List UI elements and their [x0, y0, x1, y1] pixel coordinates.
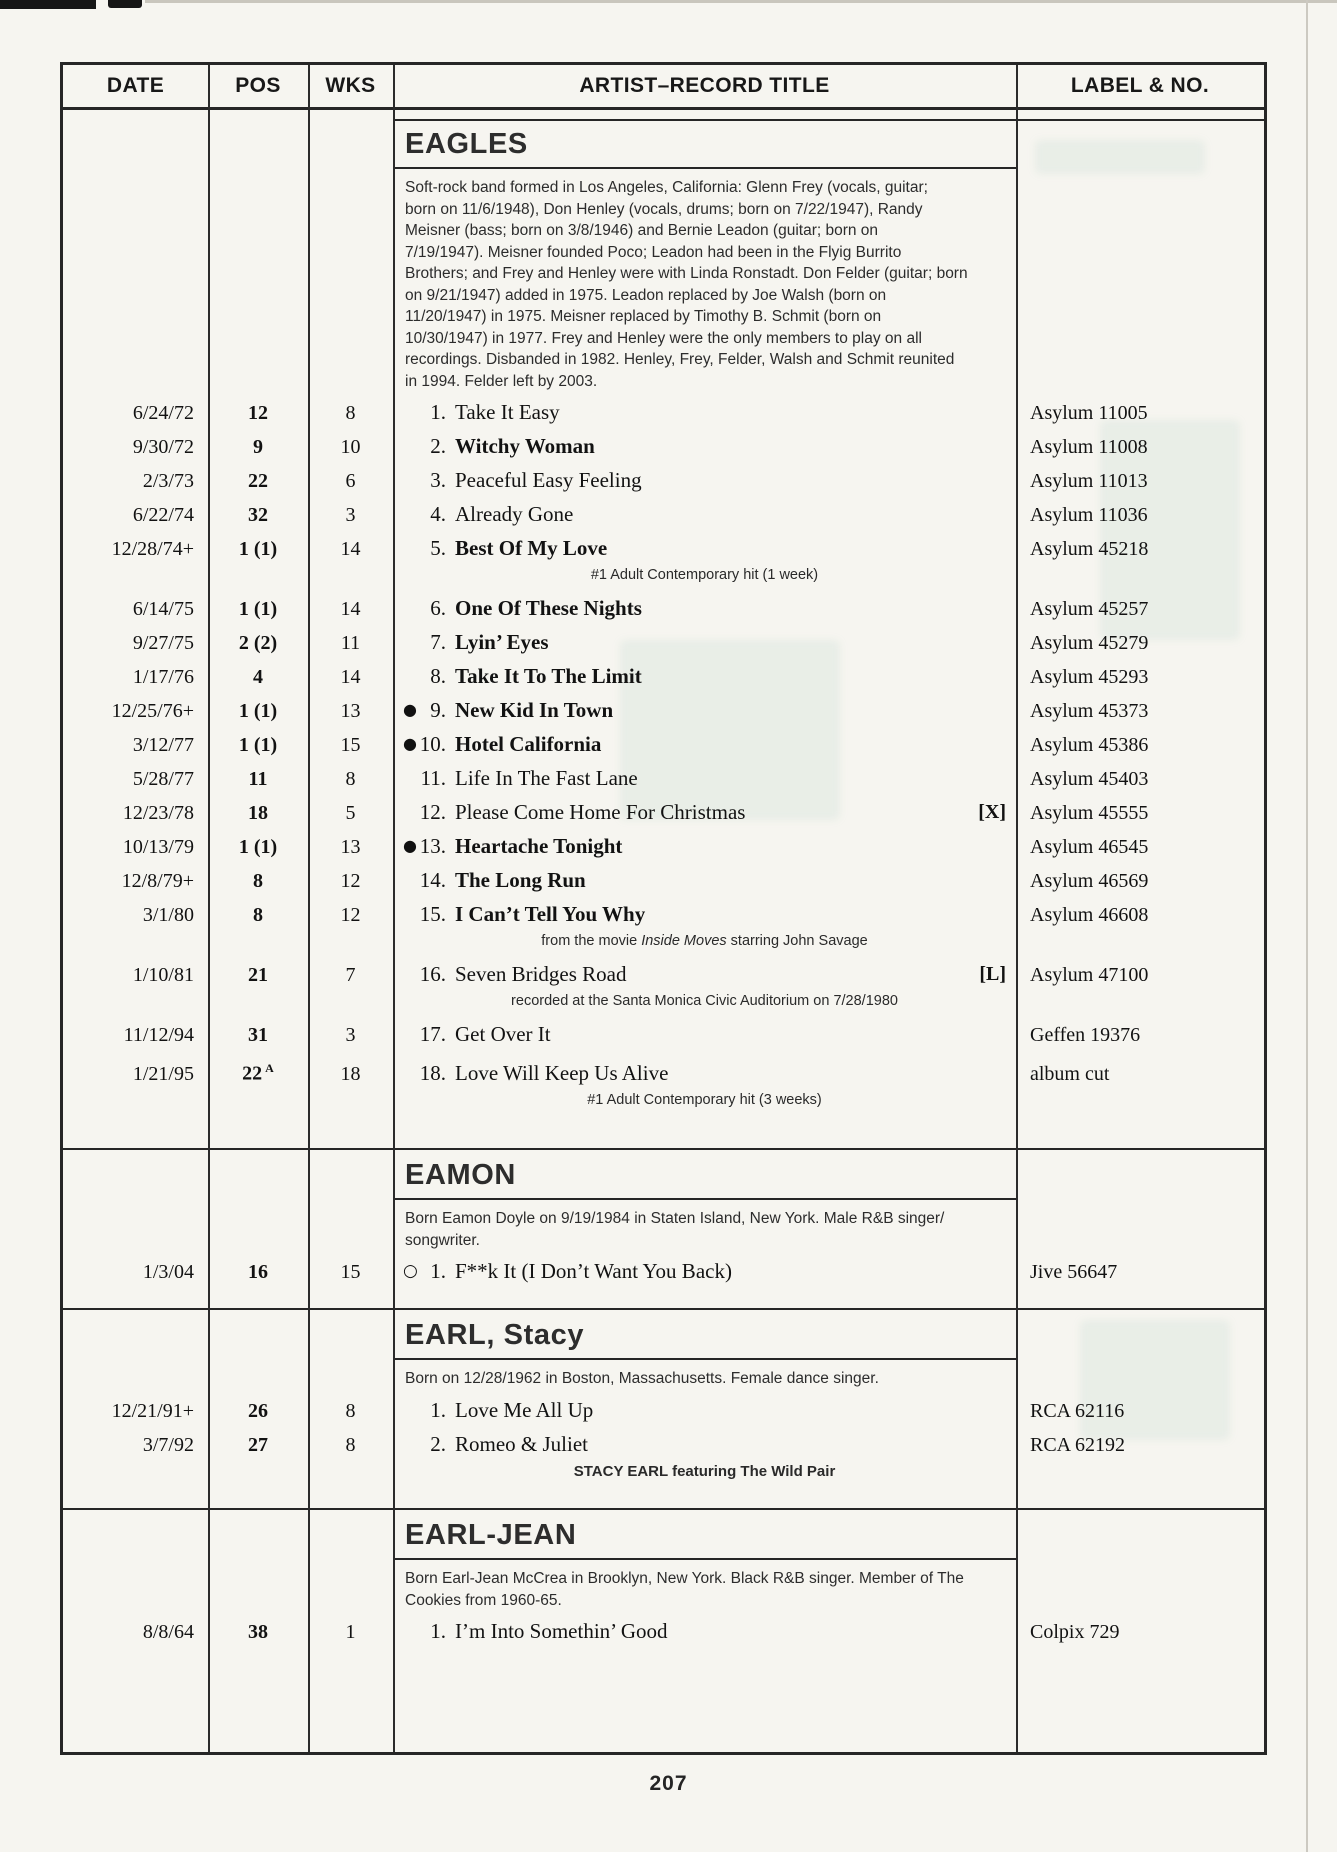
- peak-position-cell: [208, 700, 308, 723]
- peak-position: 22: [242, 1062, 263, 1085]
- table-body: [63, 110, 1264, 1752]
- label-number-cell: Asylum 11005: [1030, 402, 1148, 424]
- title-area: [393, 1399, 1016, 1422]
- chart-entry-row: [63, 1433, 1264, 1457]
- artist-bio: [405, 1360, 1009, 1399]
- debut-date-cell: 9/30/72: [132, 436, 194, 458]
- track-title: New Kid In Town: [455, 698, 614, 722]
- style-marker: [X]: [978, 801, 1006, 823]
- weeks-charted-cell: 6: [345, 470, 356, 492]
- weeks-charted-cell: 15: [340, 734, 361, 756]
- artist-section: [63, 1508, 1264, 1758]
- title-area: [393, 665, 1016, 688]
- peak-position: 4: [253, 666, 263, 688]
- weeks-charted-cell: 15: [340, 1261, 361, 1283]
- bio-line: Meisner (bass; born on 3/8/1946) and Bernie Leadon (guitar; born on: [405, 222, 879, 239]
- weeks-charted-cell: 3: [345, 1024, 356, 1046]
- track-title: Seven Bridges Road: [455, 962, 627, 986]
- peak-position-cell: [208, 1400, 308, 1423]
- peak-position-cell: [208, 666, 308, 689]
- peak-position-cell: [208, 904, 308, 927]
- track-title: Take It Easy: [455, 400, 560, 424]
- track-title: Already Gone: [455, 502, 574, 526]
- weeks-charted-cell: 13: [340, 700, 361, 722]
- chart-entry-row: [63, 597, 1264, 621]
- section-top-rule: [393, 119, 1264, 121]
- weeks-charted-cell: 13: [340, 836, 361, 858]
- track-note: #1 Adult Contemporary hit (3 weeks): [587, 1091, 822, 1108]
- track-title: Witchy Woman: [455, 434, 595, 458]
- debut-date-cell: 6/14/75: [132, 598, 194, 620]
- peak-position-cell: [208, 1434, 308, 1457]
- artist-bio: [405, 1200, 1009, 1260]
- peak-position-cell: [208, 836, 308, 859]
- track-note: #1 Adult Contemporary hit (1 week): [590, 567, 819, 583]
- debut-date-cell: 3/1/80: [142, 904, 194, 926]
- title-area: [393, 537, 1016, 560]
- label-number-cell: Asylum 46569: [1030, 870, 1149, 892]
- note-part: Inside Moves: [641, 933, 727, 949]
- debut-date-cell: 11/12/94: [123, 1024, 194, 1046]
- track-title: I Can’t Tell You Why: [455, 902, 646, 926]
- title-area: [393, 801, 1016, 824]
- column-divider: [1016, 65, 1018, 1752]
- debut-date-cell: 6/24/72: [132, 402, 194, 424]
- chart-entry-row: [63, 631, 1264, 655]
- track-number: 2.: [430, 1431, 446, 1456]
- bio-line: in 1994. Felder left by 2003.: [405, 372, 598, 390]
- artist-section: [63, 119, 1264, 1148]
- label-number-cell: RCA 62116: [1030, 1399, 1125, 1422]
- peak-position: 1 (1): [238, 598, 278, 620]
- bio-line: 7/19/1947). Meisner founded Poco; Leadon had been in the Flyig Burrito: [405, 243, 902, 261]
- peak-position: 38: [248, 1621, 268, 1643]
- scan-artifact: [0, 0, 96, 9]
- label-number-cell: Asylum 45555: [1030, 802, 1149, 824]
- scan-artifact: [145, 0, 1337, 3]
- weeks-charted-cell: 8: [345, 768, 356, 790]
- track-number: 7.: [430, 630, 446, 654]
- artist-header: [393, 1310, 1016, 1360]
- bio-line: Born Eamon Doyle on 9/19/1984 in Staten Island, New York. Male R&B singer/: [405, 1210, 945, 1227]
- track-title: Love Me All Up: [455, 1397, 594, 1422]
- bio-line: songwriter.: [405, 1231, 480, 1249]
- chart-entry-row: [63, 1057, 1264, 1086]
- peak-position-cell: [208, 504, 308, 527]
- artist-name: EAMON: [405, 1159, 516, 1191]
- bio-line: recordings. Disbanded in 1982. Henley, Frey, Felder, Walsh and Schmit reunited: [405, 351, 955, 368]
- track-number: 1.: [430, 400, 446, 424]
- track-number: 5.: [430, 536, 446, 560]
- title-area: [393, 1260, 1016, 1283]
- label-number-cell: Asylum 45257: [1030, 598, 1149, 620]
- peak-position: 31: [248, 1024, 268, 1046]
- peak-position: 1 (1): [238, 836, 278, 858]
- chart-entry-row: [63, 401, 1264, 425]
- track-number: 1.: [430, 1397, 446, 1422]
- track-number: 18.: [419, 1060, 446, 1085]
- weeks-charted-cell: 11: [340, 632, 361, 654]
- column-divider: [308, 65, 310, 1752]
- bio-line: born on 11/6/1948), Don Henley (vocals, drums; born on 7/22/1947), Randy: [405, 200, 923, 218]
- bio-line: Brothers; and Frey and Henley were with Linda Ronstadt. Don Felder (guitar; born: [405, 265, 968, 282]
- track-number: 3.: [430, 468, 446, 492]
- artist-name: EARL, Stacy: [405, 1319, 585, 1351]
- label-number-cell: Asylum 47100: [1030, 964, 1149, 986]
- debut-date-cell: 9/27/75: [132, 632, 194, 654]
- peak-position: 8: [253, 904, 263, 926]
- debut-date-cell: 5/28/77: [132, 768, 194, 790]
- track-title: Peaceful Easy Feeling: [455, 468, 642, 492]
- track-number: 13.: [419, 834, 446, 858]
- label-number-cell: RCA 62192: [1030, 1433, 1126, 1456]
- artist-header: [393, 119, 1016, 169]
- track-note: recorded at the Santa Monica Civic Auditorium on 7/28/1980: [511, 993, 898, 1009]
- peak-position: 32: [248, 504, 268, 526]
- debut-date-cell: 12/25/76+: [111, 700, 194, 722]
- artist-name: EAGLES: [405, 128, 528, 160]
- peak-position: 18: [248, 802, 268, 824]
- peak-position-cell: [208, 598, 308, 621]
- chart-entry-row: [63, 869, 1264, 893]
- debut-date-cell: 6/22/74: [132, 504, 194, 526]
- weeks-charted-cell: 12: [340, 904, 361, 926]
- debut-date-cell: 3/7/92: [142, 1433, 194, 1456]
- track-number: 16.: [419, 962, 446, 986]
- artist-bio: [405, 1560, 1009, 1620]
- bio-line: Born on 12/28/1962 in Boston, Massachusetts. Female dance singer.: [405, 1370, 879, 1387]
- peak-position-cell: [208, 964, 308, 987]
- track-number: 8.: [430, 664, 446, 688]
- track-title: One Of These Nights: [455, 596, 642, 620]
- gold-record-icon: ●: [403, 734, 417, 753]
- note-part: from the movie: [541, 933, 642, 949]
- peak-position: 9: [253, 436, 263, 458]
- bio-line: on 9/21/1947) added in 1975. Leadon replaced by Joe Walsh (born on: [405, 286, 887, 304]
- weeks-charted-cell: 1: [345, 1621, 356, 1643]
- chart-entry-row: [63, 801, 1264, 825]
- track-title: Get Over It: [455, 1022, 551, 1046]
- debut-date-cell: 12/23/78: [122, 802, 194, 824]
- chart-entry-row: [63, 1260, 1264, 1284]
- column-header-label-no: LABEL & NO.: [1070, 74, 1210, 97]
- weeks-charted-cell: 14: [340, 666, 361, 688]
- label-number-cell: Asylum 46608: [1030, 904, 1149, 926]
- column-header-wks: WKS: [325, 74, 376, 97]
- column-divider: [393, 65, 395, 1752]
- weeks-charted-cell: 8: [345, 1433, 356, 1456]
- title-area: [393, 767, 1016, 790]
- title-area: [393, 1620, 1016, 1643]
- debut-date-cell: 12/8/79+: [121, 870, 194, 892]
- track-number: 6.: [430, 596, 446, 620]
- style-marker: [L]: [979, 963, 1006, 985]
- artist-section: [63, 1148, 1264, 1308]
- column-divider: [208, 65, 210, 1752]
- artist-header: [393, 1150, 1016, 1200]
- label-number-cell: Geffen 19376: [1030, 1024, 1141, 1046]
- track-number: 12.: [419, 800, 446, 824]
- bio-line: Born Earl-Jean McCrea in Brooklyn, New York. Black R&B singer. Member of The: [405, 1570, 964, 1587]
- label-number-cell: Asylum 11008: [1030, 436, 1148, 458]
- title-area: [393, 435, 1016, 458]
- peak-position-cell: [208, 1024, 308, 1047]
- peak-position-cell: [208, 802, 308, 825]
- label-number-cell: Asylum 45373: [1030, 700, 1149, 722]
- label-number-cell: Asylum 45293: [1030, 666, 1149, 688]
- gold-record-icon: ●: [403, 700, 417, 719]
- chart-entry-row: [63, 503, 1264, 527]
- peak-position-cell: [208, 768, 308, 791]
- weeks-charted-cell: 8: [345, 1399, 356, 1422]
- chart-entry-row: [63, 835, 1264, 859]
- peak-position: 8: [253, 870, 263, 892]
- peak-position: 21: [248, 964, 268, 986]
- track-title: I’m Into Somethin’ Good: [455, 1619, 668, 1643]
- track-title: Best Of My Love: [455, 536, 608, 560]
- chart-entry-row: [63, 699, 1264, 723]
- peak-position: 11: [248, 768, 268, 790]
- chart-entry-row: [63, 469, 1264, 493]
- track-number: 17.: [419, 1022, 446, 1046]
- track-number: 1.: [430, 1259, 446, 1283]
- track-title: Please Come Home For Christmas: [455, 800, 746, 824]
- debut-date-cell: 1/3/04: [142, 1261, 194, 1283]
- weeks-charted-cell: 12: [340, 870, 361, 892]
- peak-position: 12: [248, 402, 268, 424]
- table-header-row: [63, 65, 1264, 110]
- peak-position-cell: [208, 870, 308, 893]
- peak-position-cell: [208, 1261, 308, 1284]
- debut-date-cell: 3/12/77: [132, 734, 194, 756]
- track-note: [393, 933, 1016, 950]
- label-number-cell: album cut: [1030, 1062, 1110, 1085]
- peak-position-cell: [208, 436, 308, 459]
- track-title: Take It To The Limit: [455, 664, 642, 688]
- artist-name: EARL-JEAN: [405, 1519, 577, 1551]
- peak-position: 2 (2): [238, 632, 278, 654]
- peak-position-cell: [208, 1057, 308, 1086]
- column-header-artist-record-title: ARTIST–RECORD TITLE: [579, 74, 830, 97]
- scan-artifact: [108, 0, 142, 8]
- track-number: 4.: [430, 502, 446, 526]
- weeks-charted-cell: 14: [340, 598, 361, 620]
- peak-position-cell: [208, 402, 308, 425]
- peak-position-cell: [208, 632, 308, 655]
- chart-entry-row: [63, 1023, 1264, 1047]
- title-area: [393, 835, 1016, 858]
- peak-position-cell: [208, 538, 308, 561]
- track-title: Hotel California: [455, 732, 602, 756]
- title-area: [393, 869, 1016, 892]
- peak-position: 1 (1): [238, 700, 278, 722]
- title-area: [393, 503, 1016, 526]
- label-number-cell: Asylum 45386: [1030, 734, 1149, 756]
- track-title: Heartache Tonight: [455, 834, 623, 858]
- weeks-charted-cell: 3: [345, 504, 356, 526]
- open-circle-icon: ○: [403, 1261, 418, 1281]
- title-area: [393, 1062, 1016, 1085]
- debut-date-cell: 8/8/64: [142, 1621, 194, 1643]
- weeks-charted-cell: 18: [340, 1062, 361, 1085]
- chart-entry-row: [63, 963, 1264, 987]
- bio-line: Soft-rock band formed in Los Angeles, California: Glenn Frey (vocals, guitar;: [405, 179, 928, 196]
- weeks-charted-cell: 8: [345, 402, 356, 424]
- track-number: 15.: [419, 902, 446, 926]
- peak-position: 1 (1): [238, 734, 278, 756]
- weeks-charted-cell: 5: [345, 802, 356, 824]
- title-area: [393, 597, 1016, 620]
- title-area: [393, 903, 1016, 926]
- chart-table: [60, 62, 1267, 1755]
- track-title: Life In The Fast Lane: [455, 766, 638, 790]
- chart-entry-row: [63, 665, 1264, 689]
- bio-line: 11/20/1947) in 1975. Meisner replaced by Timothy B. Schmit (born on: [405, 308, 882, 325]
- title-area: [393, 631, 1016, 654]
- debut-date-cell: 1/21/95: [132, 1062, 194, 1085]
- debut-date-cell: 1/17/76: [132, 666, 194, 688]
- title-area: [393, 1433, 1016, 1456]
- title-area: [393, 699, 1016, 722]
- title-area: [393, 733, 1016, 756]
- column-header-date: DATE: [106, 74, 165, 97]
- chart-entry-row: [63, 537, 1264, 561]
- label-number-cell: Asylum 11013: [1030, 470, 1148, 492]
- track-note: STACY EARL featuring The Wild Pair: [573, 1462, 836, 1480]
- artist-section: [63, 1308, 1264, 1508]
- track-number: 1.: [430, 1619, 446, 1643]
- track-number: 14.: [419, 868, 446, 892]
- label-number-cell: Asylum 46545: [1030, 836, 1149, 858]
- label-number-cell: Colpix 729: [1030, 1621, 1120, 1643]
- bio-line: 10/30/1947) in 1977. Frey and Henley were the only members to play on all: [405, 329, 922, 347]
- title-area: [393, 963, 1016, 986]
- peak-position: 26: [248, 1399, 268, 1422]
- chart-entry-row: [63, 733, 1264, 757]
- artist-header: [393, 1510, 1016, 1560]
- column-header-pos: POS: [235, 74, 281, 97]
- debut-date-cell: 10/13/79: [122, 836, 194, 858]
- title-area: [393, 1023, 1016, 1046]
- track-number: 2.: [430, 434, 446, 458]
- chart-entry-row: [63, 903, 1264, 927]
- track-title: Lyin’ Eyes: [455, 630, 549, 654]
- weeks-charted-cell: 14: [340, 538, 361, 560]
- track-number: 9.: [430, 698, 446, 722]
- peak-position-cell: [208, 1621, 308, 1644]
- label-number-cell: Asylum 45279: [1030, 632, 1149, 654]
- title-area: [393, 469, 1016, 492]
- weeks-charted-cell: 7: [345, 964, 356, 986]
- debut-date-cell: 12/28/74+: [111, 538, 194, 560]
- chart-entry-row: [63, 767, 1264, 791]
- track-title: The Long Run: [455, 868, 586, 892]
- track-number: 10.: [419, 732, 446, 756]
- artist-bio: [405, 169, 1009, 401]
- gold-record-icon: ●: [403, 836, 417, 855]
- chart-entry-row: [63, 1399, 1264, 1423]
- peak-position: 27: [248, 1433, 268, 1456]
- page-edge-shadow: [1306, 0, 1308, 1852]
- track-number: 11.: [420, 766, 446, 790]
- peak-position: 16: [248, 1261, 268, 1283]
- label-number-cell: Jive 56647: [1030, 1261, 1118, 1283]
- peak-position: 22: [248, 470, 268, 492]
- track-title: F**k It (I Don’t Want You Back): [455, 1259, 732, 1283]
- debut-date-cell: 12/21/91+: [111, 1399, 194, 1422]
- peak-position-cell: [208, 470, 308, 493]
- peak-position-superscript: A: [265, 1061, 274, 1075]
- chart-entry-row: [63, 435, 1264, 459]
- note-part: starring John Savage: [726, 933, 868, 949]
- peak-position: 1 (1): [238, 538, 278, 560]
- track-title: Love Will Keep Us Alive: [455, 1060, 669, 1085]
- page-number: 207: [649, 1772, 688, 1795]
- label-number-cell: Asylum 45403: [1030, 768, 1149, 790]
- bio-line: Cookies from 1960-65.: [405, 1591, 562, 1609]
- debut-date-cell: 2/3/73: [142, 470, 194, 492]
- peak-position-cell: [208, 734, 308, 757]
- title-area: [393, 401, 1016, 424]
- weeks-charted-cell: 10: [340, 436, 361, 458]
- label-number-cell: Asylum 11036: [1030, 504, 1148, 526]
- track-title: Romeo & Juliet: [455, 1431, 588, 1456]
- chart-entry-row: [63, 1620, 1264, 1644]
- debut-date-cell: 1/10/81: [132, 964, 194, 986]
- label-number-cell: Asylum 45218: [1030, 538, 1149, 560]
